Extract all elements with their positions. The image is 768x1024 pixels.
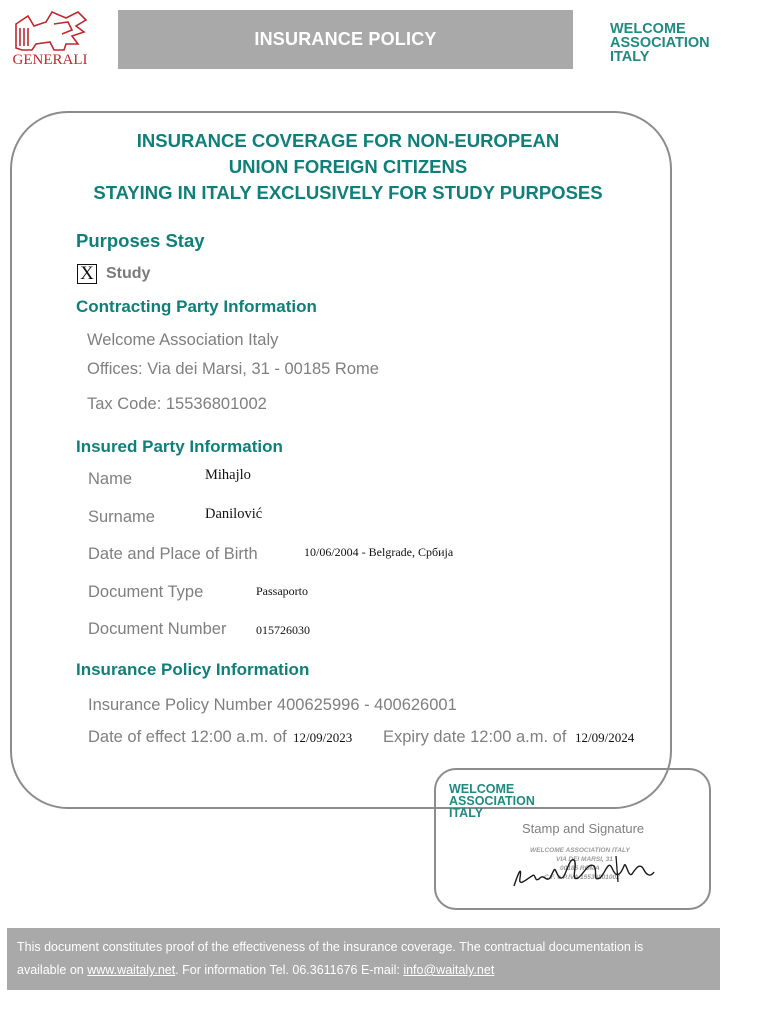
purposes-heading: Purposes Stay: [76, 230, 205, 251]
contracting-party-heading: Contracting Party Information: [76, 297, 317, 316]
stamp-line-1: WELCOME ASSOCIATION ITALY: [530, 847, 630, 854]
stamp-logo-word-italy: ITALY: [449, 806, 484, 820]
stamp-line-4: C.F. e P.IVA 15536801002: [544, 874, 620, 881]
contracting-party-offices: Offices: Via dei Marsi, 31 - 00185 Rome: [87, 360, 379, 378]
document-type-value: Passaporto: [256, 584, 308, 598]
stamp-line-3: 00185 ROMA: [560, 865, 600, 872]
surname-label: Surname: [88, 508, 155, 526]
policy-number: Insurance Policy Number 400625996 - 400626001: [88, 696, 457, 714]
name-value: Mihajlo: [205, 467, 251, 483]
title-line-1: INSURANCE COVERAGE FOR NON-EUROPEAN: [136, 130, 560, 151]
header-title-bar: [118, 10, 573, 69]
logo-word-association: ASSOCIATION: [610, 35, 710, 51]
footer-notice: [7, 928, 720, 990]
birth-value: 10/06/2004 - Belgrade, Србија: [304, 545, 454, 559]
effect-date-label: Date of effect 12:00 a.m. of: [88, 728, 287, 746]
stamp-signature-label: Stamp and Signature: [522, 821, 645, 836]
policy-information-heading: Insurance Policy Information: [76, 660, 310, 679]
welcome-association-logo: [610, 22, 710, 64]
logo-word-welcome: WELCOME: [610, 21, 686, 37]
footer-line-1: This document constitutes proof of the effectiveness of the insurance coverage. The contractual documentation is: [17, 940, 644, 954]
stamp-association-logo: [449, 783, 535, 819]
surname-value: Danilović: [205, 506, 263, 522]
title-line-2: UNION FOREIGN CITIZENS: [228, 156, 468, 177]
study-checkbox: X: [77, 264, 97, 284]
document-type-label: Document Type: [88, 583, 204, 601]
footer-text-middle: . For information Tel. 06.3611676 E-mail:: [175, 963, 404, 977]
study-label: Study: [106, 265, 151, 282]
contracting-party-name: Welcome Association Italy: [87, 331, 279, 349]
birth-label: Date and Place of Birth: [88, 545, 258, 563]
header-title: INSURANCE POLICY: [254, 29, 437, 49]
website-link[interactable]: www.waitaly.net: [87, 963, 176, 977]
contracting-party-tax-code: Tax Code: 15536801002: [87, 395, 267, 413]
stamp-logo-word-welcome: WELCOME: [449, 782, 515, 796]
expiry-date-label: Expiry date 12:00 a.m. of: [383, 728, 567, 746]
footer-line-2: [17, 959, 710, 982]
email-link[interactable]: info@waitaly.net: [403, 963, 495, 977]
document-number-label: Document Number: [88, 620, 227, 638]
insured-party-heading: Insured Party Information: [76, 437, 283, 456]
stamp-logo-word-association: ASSOCIATION: [449, 794, 535, 808]
document-title: [0, 128, 696, 206]
expiry-date-value: 12/09/2024: [575, 730, 635, 745]
generali-logo-text: GENERALI: [12, 52, 88, 68]
handwritten-signature: [508, 848, 658, 898]
title-line-3: STAYING IN ITALY EXCLUSIVELY FOR STUDY PURPOSES: [93, 182, 603, 203]
effect-date-value: 12/09/2023: [293, 730, 353, 745]
footer-text-prefix: available on: [17, 963, 88, 977]
document-number-value: 015726030: [256, 623, 310, 637]
name-label: Name: [88, 470, 133, 488]
logo-word-italy: ITALY: [610, 49, 650, 65]
stamp-line-2: VIA DEI MARSI, 31: [556, 856, 613, 863]
